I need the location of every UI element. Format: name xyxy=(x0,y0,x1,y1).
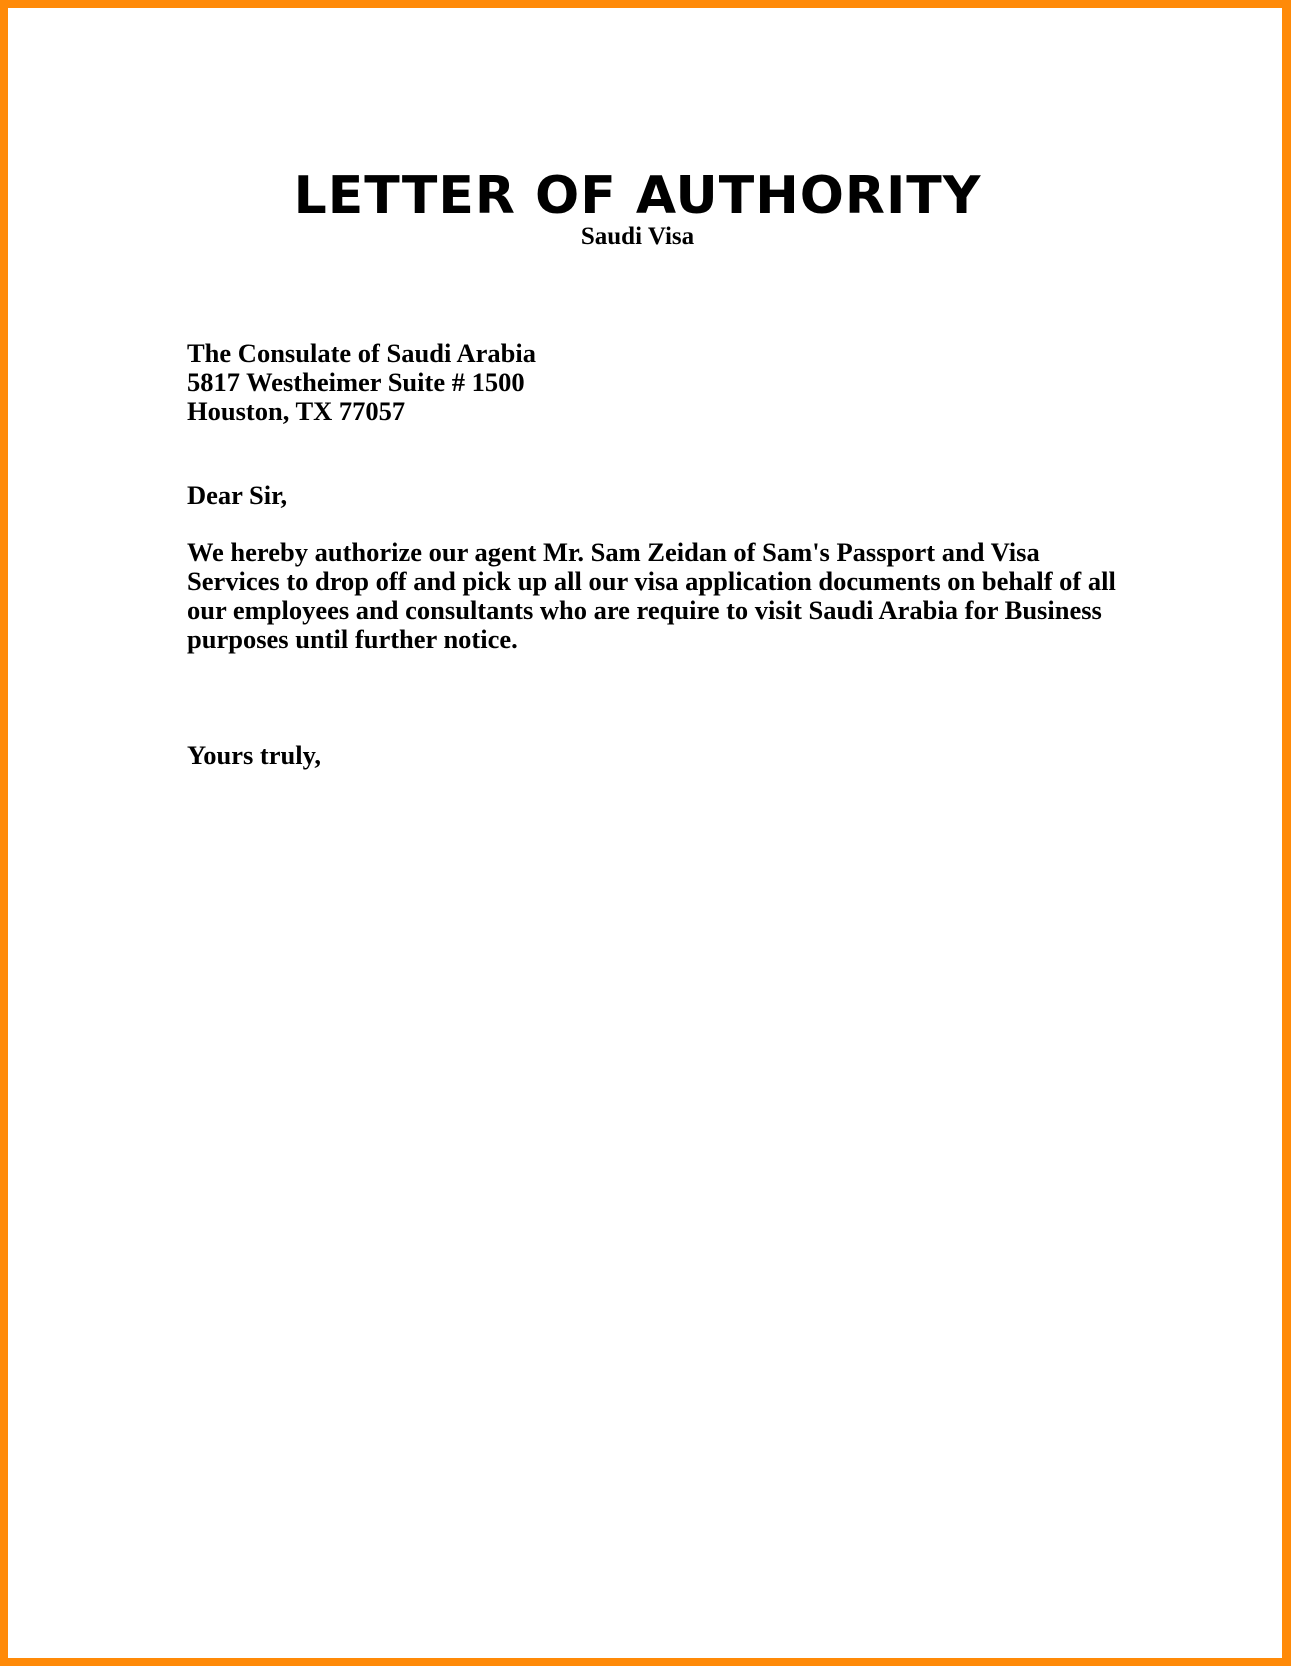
document-title: LETTER OF AUTHORITY xyxy=(293,166,982,226)
body-line: We hereby authorize our agent Mr. Sam Zeidan of Sam's Passport and Visa xyxy=(187,537,1040,567)
closing: Yours truly, xyxy=(187,740,321,770)
body-line: purposes until further notice. xyxy=(187,624,518,654)
address-line: 5817 Westheimer Suite # 1500 xyxy=(187,367,525,397)
address-line: Houston, TX 77057 xyxy=(187,396,406,426)
salutation: Dear Sir, xyxy=(187,480,288,510)
letter-body xyxy=(187,538,1116,654)
recipient-address xyxy=(187,339,536,426)
letter-page xyxy=(8,8,1282,1658)
address-line: The Consulate of Saudi Arabia xyxy=(187,338,536,368)
document-subtitle: Saudi Visa xyxy=(580,223,695,250)
body-line: our employees and consultants who are require to visit Saudi Arabia for Business xyxy=(187,595,1102,625)
body-line: Services to drop off and pick up all our visa application documents on behalf of all xyxy=(187,566,1116,596)
